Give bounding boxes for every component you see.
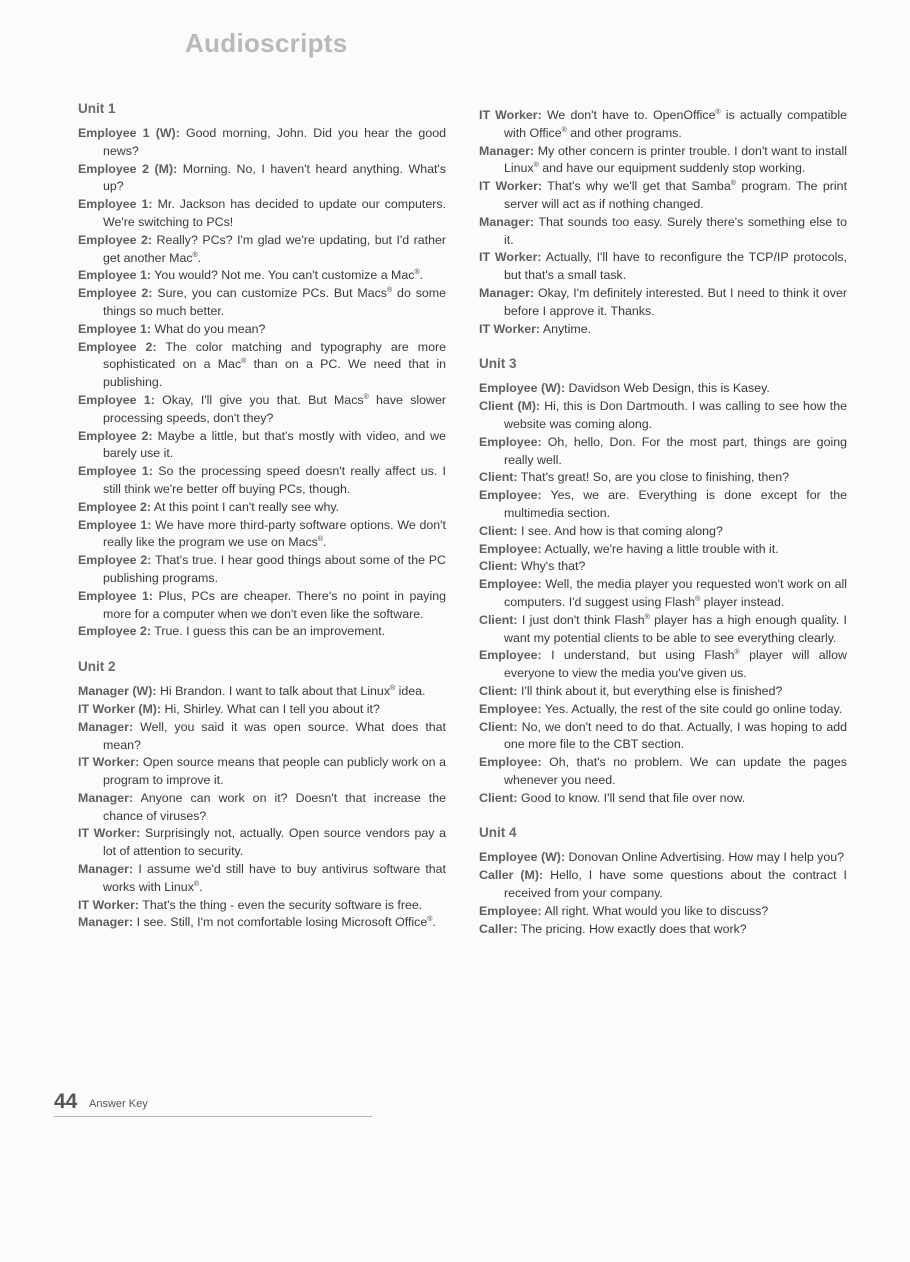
dialogue-line [78, 683, 446, 701]
utterance-text: Why's that? [521, 559, 586, 574]
utterance-text: What do you mean? [154, 321, 266, 336]
utterance-text: Davidson Web Design, this is Kasey. [568, 381, 770, 396]
dialogue-line [479, 719, 847, 755]
speaker-name: IT Worker : [479, 108, 542, 122]
unit-heading: Unit 1 [78, 101, 116, 116]
utterance-text: The pricing. How exactly does that work? [520, 921, 747, 936]
speaker-name: IT Worker : [479, 322, 540, 336]
utterance-text: No, we don't need to do that. Actually, I was hoping to add one more file to the CBT section. [504, 719, 847, 752]
speaker-name: Employee 1 : [78, 268, 151, 282]
dialogue-list [479, 380, 847, 807]
speaker-name: Employee : [479, 755, 542, 769]
dialogue-list [479, 849, 847, 938]
speaker-name: Employee 1 : [78, 518, 151, 532]
utterance-text: I just don't think Flash® player has a high enough quality. I want my potential clients to be able to see everything clearly. [504, 612, 847, 645]
speaker-name: Client : [479, 613, 518, 627]
speaker-name: Employee : [479, 702, 542, 716]
dialogue-line [479, 612, 847, 648]
utterance-text: Open source means that people can publicly work on a program to improve it. [103, 755, 446, 788]
dialogue-line [78, 321, 446, 339]
dialogue-line [479, 683, 847, 701]
dialogue-line [78, 588, 446, 624]
unit-heading: Unit 4 [479, 825, 517, 841]
speaker-name: Client : [479, 524, 518, 538]
dialogue-line [78, 825, 446, 861]
utterance-text: I see. And how is that coming along? [521, 523, 723, 538]
speaker-name: Employee : [479, 488, 542, 502]
page-footer [54, 1090, 372, 1117]
speaker-name: Employee 2 (M) : [78, 162, 177, 176]
dialogue-list [78, 683, 446, 932]
utterance-text: I'll think about it, but everything else is finished? [521, 683, 783, 698]
dialogue-line [78, 267, 446, 285]
speaker-name: IT Worker (M) : [78, 702, 161, 716]
utterance-text: We don't have to. OpenOffice® is actually compatible with Office® and other programs. [504, 108, 847, 140]
speaker-name: Manager (W) : [78, 684, 157, 698]
speaker-name: Caller : [479, 922, 518, 936]
speaker-name: Employee (W) : [479, 381, 565, 395]
utterance-text: Good morning, John. Did you hear the good news? [103, 126, 446, 158]
speaker-name: Employee 1 : [78, 393, 155, 407]
dialogue-line [479, 523, 847, 541]
dialogue-line [479, 285, 847, 321]
unit-4-section [479, 825, 847, 938]
speaker-name: Client : [479, 720, 518, 734]
dialogue-line [78, 552, 446, 588]
dialogue-line [479, 143, 847, 179]
left-column [78, 101, 446, 950]
speaker-name: Client : [479, 684, 518, 698]
speaker-name: IT Worker : [479, 179, 542, 193]
utterance-text: That's great! So, are you close to finishing, then? [520, 470, 790, 485]
utterance-text: Actually, I'll have to reconfigure the TCP/IP protocols, but that's a small task. [504, 250, 847, 283]
speaker-name: Employee : [479, 542, 542, 556]
dialogue-line [479, 790, 847, 808]
page-title: Audioscripts [185, 28, 348, 58]
speaker-name: Manager : [78, 791, 133, 805]
unit-2-section [78, 659, 446, 932]
unit-2-continued [479, 107, 847, 338]
dialogue-line [78, 517, 446, 553]
dialogue-line [78, 428, 446, 464]
unit-heading: Unit 3 [479, 356, 517, 372]
utterance-text: My other concern is printer trouble. I don't want to install Linux® and have our equipment suddenly stop working. [504, 143, 847, 176]
speaker-name: Employee 1 (W) : [78, 126, 180, 140]
unit-3-section [479, 356, 847, 807]
dialogue-line [479, 107, 847, 143]
utterance-text: Mr. Jackson has decided to update our computers. We're switching to PCs! [103, 197, 446, 229]
speaker-name: Employee 1 : [78, 197, 153, 211]
dialogue-line [479, 558, 847, 576]
utterance-text: That's true. I hear good things about some of the PC publishing programs. [103, 553, 447, 585]
utterance-text: At this point I can't really see why. [153, 499, 340, 514]
dialogue-line [78, 754, 446, 790]
utterance-text: The color matching and typography are more sophisticated on a Mac® than on a PC. We need that in publishing. [103, 339, 446, 390]
utterance-text: True. I guess this can be an improvement. [154, 624, 386, 639]
dialogue-line [78, 701, 446, 719]
speaker-name: Employee 2 : [78, 286, 152, 300]
dialogue-line [479, 647, 847, 683]
utterance-text: Oh, that's no problem. We can update the pages whenever you need. [504, 755, 847, 787]
dialogue-line [479, 903, 847, 921]
utterance-text: Good to know. I'll send that file over now. [521, 790, 746, 805]
speaker-name: Employee 1 : [78, 464, 153, 478]
utterance-text: Hi, this is Don Dartmouth. I was calling to see how the website was coming along. [504, 399, 847, 431]
speaker-name: Employee : [479, 577, 542, 591]
dialogue-list [479, 107, 847, 338]
dialogue-line [479, 214, 847, 250]
dialogue-line [479, 434, 847, 470]
right-column [479, 107, 847, 956]
speaker-name: Employee : [479, 904, 542, 918]
speaker-name: Employee 2 : [78, 340, 157, 354]
utterance-text: You would? Not me. You can't customize a Mac®. [154, 268, 424, 283]
utterance-text: Yes. Actually, the rest of the site could go online today. [544, 701, 843, 716]
dialogue-line [78, 719, 446, 755]
speaker-name: Manager : [479, 144, 534, 158]
dialogue-line [78, 161, 446, 197]
utterance-text: Okay, I'm definitely interested. But I need to think it over before I approve it. Thanks. [504, 285, 847, 318]
dialogue-line [479, 921, 847, 939]
speaker-name: IT Worker : [78, 755, 139, 769]
dialogue-line [78, 125, 446, 161]
footer-label: Answer Key [89, 1098, 148, 1110]
utterance-text: Well, the media player you requested won't work on all computers. I'd suggest using Flash® player instead. [504, 577, 847, 609]
dialogue-line [479, 867, 847, 903]
dialogue-line [479, 576, 847, 612]
utterance-text: Plus, PCs are cheaper. There's no point in paying more for a computer when we don't even like the software. [103, 588, 446, 621]
speaker-name: Employee : [479, 435, 542, 449]
speaker-name: Employee 2 : [78, 233, 152, 247]
utterance-text: Yes, we are. Everything is done except for the multimedia section. [504, 488, 847, 520]
dialogue-line [479, 249, 847, 285]
speaker-name: Client (M) : [479, 399, 540, 413]
utterance-text: All right. What would you like to discuss? [544, 903, 769, 918]
dialogue-line [78, 339, 446, 392]
utterance-text: We have more third-party software options. We don't really like the program we use on Macs®. [103, 517, 446, 550]
speaker-name: IT Worker : [78, 898, 139, 912]
utterance-text: I see. Still, I'm not comfortable losing Microsoft Office®. [136, 915, 436, 930]
utterance-text: Hi Brandon. I want to talk about that Linux® idea. [159, 684, 426, 699]
dialogue-line [78, 897, 446, 915]
utterance-text: Hi, Shirley. What can I tell you about it? [164, 701, 380, 716]
utterance-text: I understand, but using Flash® player will allow everyone to view the media you've given us. [504, 648, 847, 681]
utterance-text: Morning. No, I haven't heard anything. What's up? [103, 161, 446, 194]
dialogue-line [78, 914, 446, 932]
utterance-text: I assume we'd still have to buy antivirus software that works with Linux®. [103, 862, 446, 894]
dialogue-line [78, 463, 446, 499]
dialogue-line [479, 701, 847, 719]
speaker-name: Manager : [78, 862, 133, 876]
speaker-name: Client : [479, 470, 518, 484]
speaker-name: Caller (M) : [479, 868, 543, 882]
speaker-name: Employee 2 : [78, 553, 151, 567]
dialogue-line [479, 487, 847, 523]
dialogue-line [78, 499, 446, 517]
speaker-name: Employee (W) : [479, 850, 565, 864]
utterance-text: That sounds too easy. Surely there's something else to it. [504, 214, 848, 247]
dialogue-line [479, 469, 847, 487]
dialogue-line [479, 321, 847, 339]
dialogue-line [78, 861, 446, 897]
utterance-text: Maybe a little, but that's mostly with video, and we barely use it. [103, 428, 446, 461]
speaker-name: Employee 1 : [78, 322, 151, 336]
speaker-name: Employee 1 : [78, 589, 153, 603]
utterance-text: Oh, hello, Don. For the most part, things are going really well. [504, 434, 847, 467]
utterance-text: Actually, we're having a little trouble with it. [544, 541, 779, 556]
dialogue-line [78, 623, 446, 641]
speaker-name: Client : [479, 791, 518, 805]
speaker-name: Manager : [78, 720, 133, 734]
dialogue-line [479, 754, 847, 790]
utterance-text: Really? PCs? I'm glad we're updating, but I'd rather get another Mac®. [103, 232, 446, 265]
dialogue-line [78, 392, 446, 428]
utterance-text: Anytime. [542, 321, 592, 336]
page-number: 44 [54, 1090, 78, 1113]
dialogue-line [479, 380, 847, 398]
dialogue-line [479, 849, 847, 867]
dialogue-list [78, 125, 446, 641]
speaker-name: Employee 2 : [78, 429, 153, 443]
dialogue-line [78, 790, 446, 826]
utterance-text: Surprisingly not, actually. Open source vendors pay a lot of attention to security. [103, 826, 447, 859]
speaker-name: IT Worker : [479, 250, 542, 264]
dialogue-line [78, 196, 446, 232]
dialogue-line [479, 398, 847, 434]
speaker-name: IT Worker : [78, 826, 140, 840]
utterance-text: That's why we'll get that Samba® program. The print server will act as if nothing changed. [504, 179, 848, 211]
utterance-text: Hello, I have some questions about the contract I received from your company. [504, 868, 847, 901]
utterance-text: So the processing speed doesn't really affect us. I still think we're better off buying PCs, though. [103, 464, 446, 496]
speaker-name: Manager : [479, 215, 534, 229]
unit-heading: Unit 2 [78, 659, 116, 675]
dialogue-line [479, 178, 847, 214]
utterance-text: Okay, I'll give you that. But Macs® have slower processing speeds, don't they? [103, 392, 446, 425]
speaker-name: Manager : [78, 915, 133, 929]
speaker-name: Manager : [479, 286, 534, 300]
speaker-name: Employee 2 : [78, 624, 151, 638]
speaker-name: Employee : [479, 648, 542, 662]
dialogue-line [78, 232, 446, 268]
utterance-text: Donovan Online Advertising. How may I help you? [568, 850, 845, 865]
utterance-text: Well, you said it was open source. What does that mean? [103, 719, 446, 752]
speaker-name: Employee 2 : [78, 500, 151, 514]
speaker-name: Client : [479, 559, 518, 573]
utterance-text: Anyone can work on it? Doesn't that increase the chance of viruses? [103, 790, 446, 823]
utterance-text: That's the thing - even the security software is free. [142, 897, 423, 912]
dialogue-line [479, 541, 847, 559]
dialogue-line [78, 285, 446, 321]
unit-1-section [78, 101, 446, 641]
utterance-text: Sure, you can customize PCs. But Macs® do some things so much better. [103, 286, 447, 318]
